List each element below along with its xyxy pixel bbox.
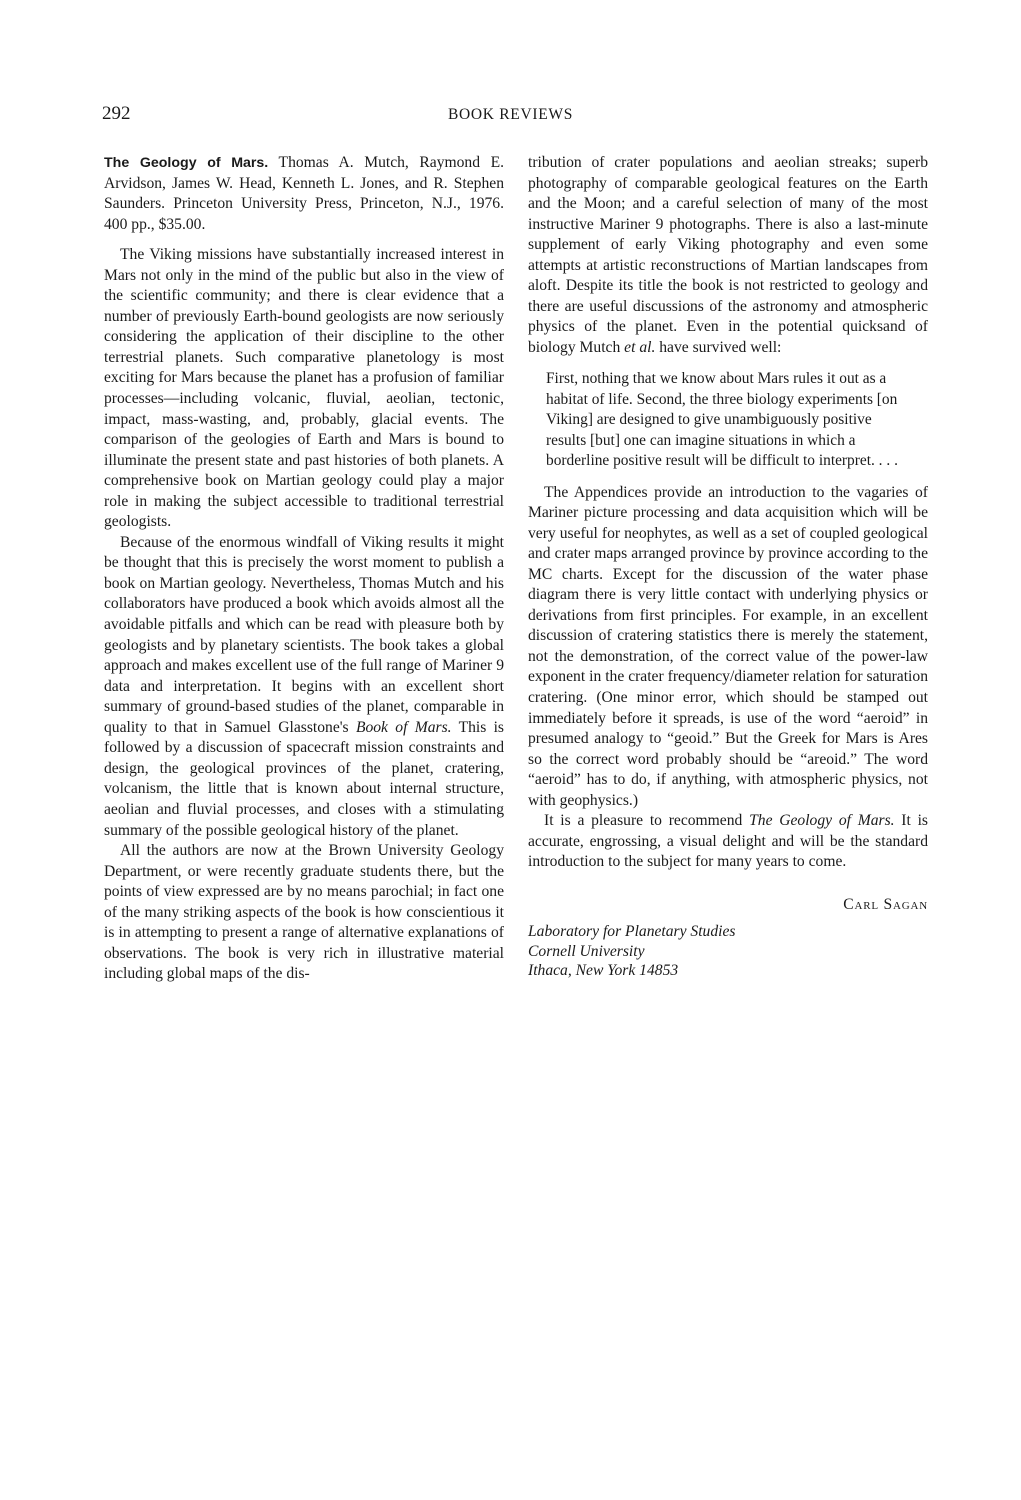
reviewer-affiliation [528, 922, 928, 981]
book-citation [104, 153, 504, 235]
page-number: 292 [102, 103, 131, 124]
paragraph-1: The Viking missions have substantially increased interest in Mars not only in the mind of the public but also in the view of the scientific community; and there is clear evidence that a number of previously Earth-bound geologists are now seriously considering the application of their discipline to the other terrestrial planets. Such comparative planetology is most exciting for Mars because the planet has a profusion of familiar processes—including volcanic, fluvial, aeolian, tectonic, impact, mass-wasting, and, probably, glacial events. The comparison of the geologies of Earth and Mars is bound to illuminate the present state and past histories of both planets. A comprehensive book on Martian geology could play a major role in making the subject accessible to traditional terrestrial geologists. [104, 246, 504, 531]
et-al-italic: et al. [624, 338, 656, 356]
affiliation-line-2: Cornell University [528, 942, 645, 960]
affiliation-line-3: Ithaca, New York 14853 [528, 962, 679, 980]
geology-of-mars-title: The Geology of Mars. [749, 812, 895, 830]
block-quote: First, nothing that we know about Mars rules it out as a habitat of life. Second, the three biology experiments [on Viking] are designed to give unambiguously positive results [but] one can imagine situations in which a borderline positive result will be difficult to interpret. . . . [546, 370, 898, 470]
paragraph-5 [528, 811, 928, 873]
paragraph-5-text-a: It is a pleasure to recommend [544, 812, 750, 830]
affiliation-line-1: Laboratory for Planetary Studies [528, 923, 736, 941]
reviewer-signature: Carl Sagan [843, 895, 928, 913]
paragraph-2-text-a: Because of the enormous windfall of Viking results it might be thought that this is precisely the worst moment to publish a book on Martian geology. Nevertheless, Thomas Mutch and his collaborators have produced a book which avoids almost all the avoidable pitfalls and which can be read with pleasure both by geologists and by planetary scientists. The book takes a global approach and makes excellent use of the full range of Mariner 9 data and interpretation. It begins with an excellent short summary of ground-based studies of the planet, comparable in quality to that in Samuel Glasstone's [104, 533, 504, 736]
right-column [528, 153, 928, 981]
paragraph-3-start: All the authors are now at the Brown University Geology Department, or were recently graduate students there, but the points of view expressed are by no means parochial; in fact one of the many striking aspects of the book is how conscientious it is in attempting to present a range of alternative explanations of observations. The book is very rich in illustrative material including global maps of the dis- [104, 842, 504, 983]
paragraph-2-text-b: This is followed by a discussion of spacecraft mission constraints and design, the geological provinces of the planet, cratering, volcanism, the little that is known about internal structure, aeolian and fluvial processes, and closes with a stimulating summary of the possible geological history of the planet. [104, 718, 504, 839]
book-of-mars-title: Book of Mars. [355, 718, 452, 736]
book-title: The Geology of Mars. [104, 155, 269, 171]
citation-details: Thomas A. Mutch, Raymond E. Arvidson, James W. Head, Kenneth L. Jones, and R. Stephen Saunders. Princeton University Press, Princeton, N.J., 1976. 400 pp., $35.00. [104, 154, 505, 233]
paragraph-2 [104, 533, 504, 841]
paragraph-5-text-b: It is accurate, engrossing, a visual delight and will be the standard introduction to the subject for many years to come. [528, 812, 928, 871]
paragraph-4: The Appendices provide an introduction to the vagaries of Mariner picture processing and data acquisition which will be very useful for neophytes, as well as a set of coupled geological and crater maps arranged province by province according to the MC charts. Except for the discussion of the water phase diagram there is very little contact with underlying physics or derivations from first principles. For example, in an excellent discussion of cratering statistics there is merely the statement, not the demonstration, of the correct value of the power-law exponent in the crater frequency/diameter relation for saturation cratering. (One minor error, which should be stamped out immediately before it spreads, is use of the word “aeroid” in presumed analogy to “geoid.” But the Greek for Mars is Ares so the correct word probably should be “areoid.” The word “aeroid” has to do, if anything, with atmospheric physics, not with geophysics.) [528, 483, 928, 809]
running-head: BOOK REVIEWS [447, 106, 574, 123]
paragraph-3-continued: tribution of crater populations and aeolian streaks; superb photography of comparable geological features on the Earth and the Moon; and a careful selection of many of the most instructive Mariner 9 photographs. There is also a last-minute supplement of early Viking photography and even some attempts at artistic reconstructions of Martian landscapes from aloft. Despite its title the book is not restricted to geology and there are useful discussions of the astronomy and atmospheric physics of the planet. Even in the potential quicksand of biology Mutch et al. have survived well: [528, 154, 928, 356]
left-column [104, 153, 504, 985]
